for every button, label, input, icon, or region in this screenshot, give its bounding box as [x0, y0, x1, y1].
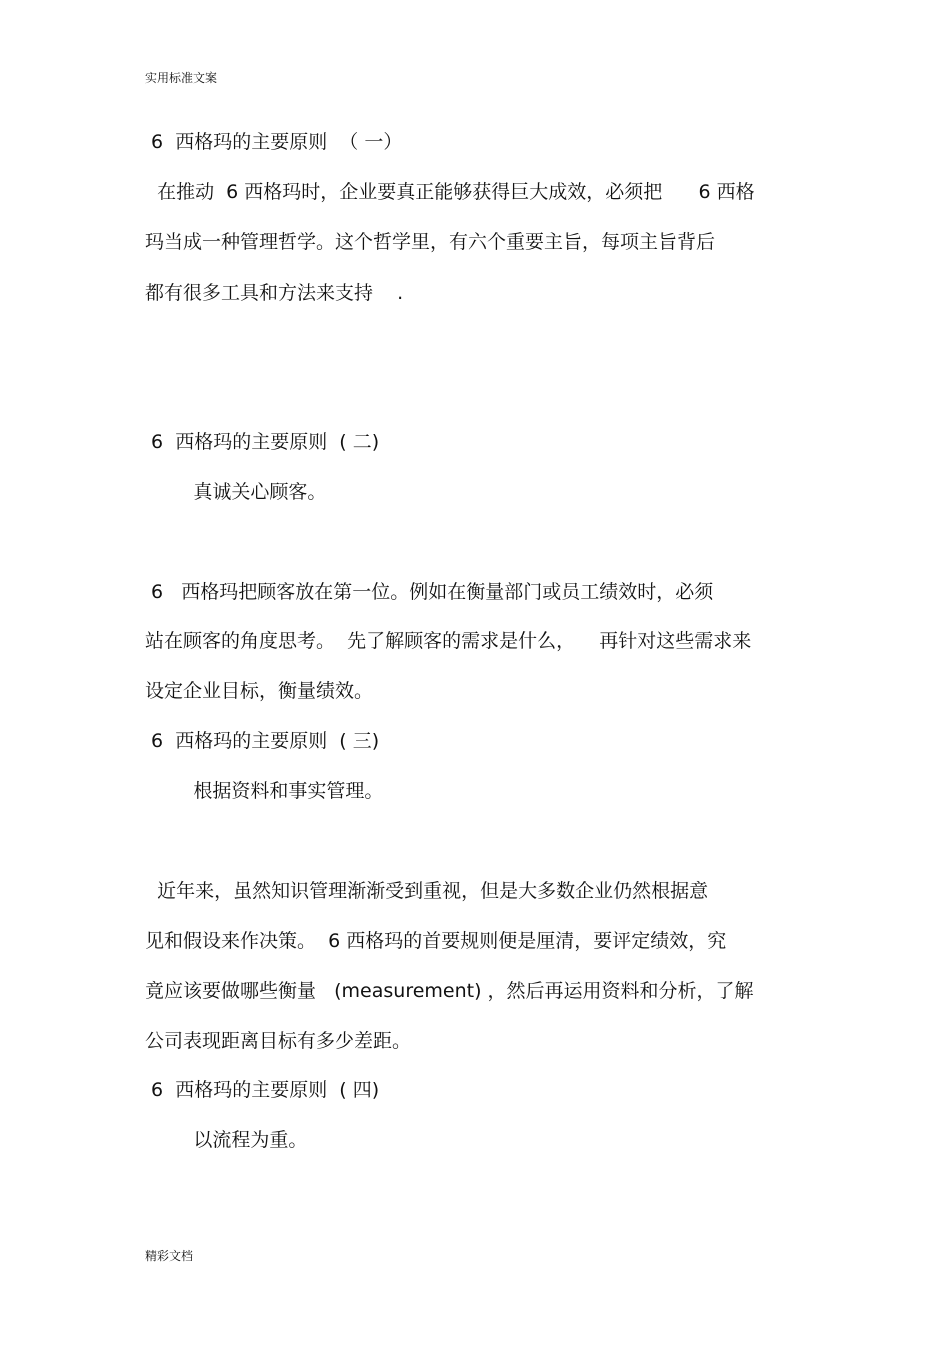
heading-principle-4: 6 西格玛的主要原则 ( 四): [145, 1079, 380, 1101]
paragraph-line: 公司表现距离目标有多少差距。: [145, 1030, 412, 1052]
paragraph-line: 见和假设来作决策。 6 西格玛的首要规则便是厘清，要评定绩效，究: [145, 930, 727, 952]
paragraph-line: 竟应该要做哪些衡量 (measurement) ，然后再运用资料和分析，了解: [145, 980, 754, 1002]
paragraph-line: 以流程为重。: [145, 1129, 308, 1151]
paragraph-line: 设定企业目标，衡量绩效。: [145, 680, 374, 702]
heading-principle-1: 6 西格玛的主要原则 （ 一）: [145, 131, 403, 153]
page-footer: 精彩文档: [145, 1249, 194, 1263]
heading-principle-2: 6 西格玛的主要原则 ( 二): [145, 431, 380, 453]
paragraph-line: 玛当成一种管理哲学。这个哲学里，有六个重要主旨，每项主旨背后: [145, 231, 716, 253]
heading-principle-3: 6 西格玛的主要原则 ( 三): [145, 730, 380, 752]
paragraph-line: 站在顾客的角度思考。 先了解顾客的需求是什么， 再针对这些需求来: [145, 630, 752, 652]
paragraph-line: 近年来，虽然知识管理渐渐受到重视，但是大多数企业仍然根据意: [145, 880, 709, 902]
paragraph-line: 根据资料和事实管理。: [145, 780, 384, 802]
page-header: 实用标准文案: [145, 71, 218, 85]
paragraph-line: 真诚关心顾客。: [145, 481, 327, 503]
paragraph-line: 都有很多工具和方法来支持 .: [145, 282, 404, 304]
paragraph-line: 在推动 6 西格玛时，企业要真正能够获得巨大成效，必须把 6 西格: [145, 181, 755, 203]
paragraph-line: 6 西格玛把顾客放在第一位。例如在衡量部门或员工绩效时，必须: [145, 581, 714, 603]
